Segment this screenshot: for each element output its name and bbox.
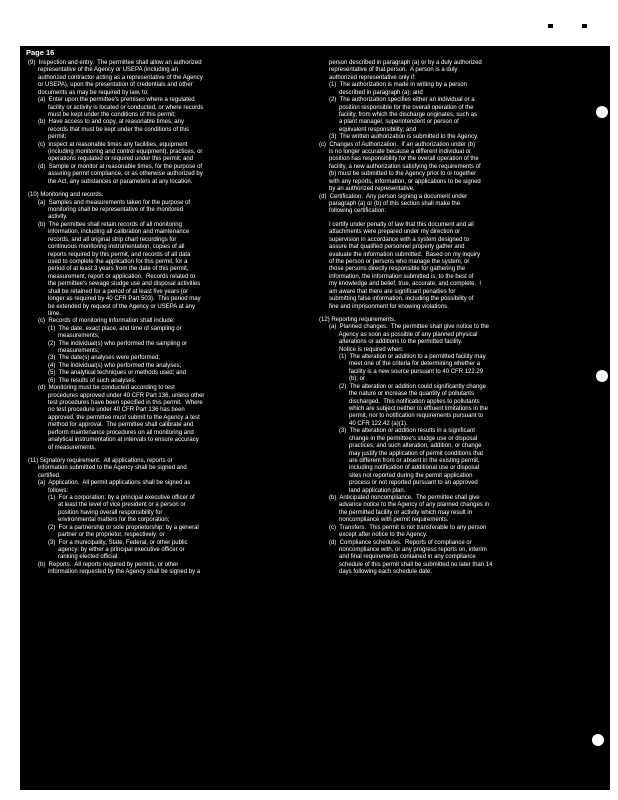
text-line: used to complete the application for this permit, for a xyxy=(28,258,188,265)
text-line: noncompliance with permit requirements. xyxy=(319,517,449,524)
text-line: (a) Planned changes. The permittee shall give notice to the xyxy=(319,324,489,331)
text-line: (9) Inspection and entry. The permittee shall allow an authorized xyxy=(28,60,202,66)
text-line: land application plan. xyxy=(319,487,406,494)
text-line: 40 CFR 122.42 (a)(1). xyxy=(319,420,408,427)
text-line: monitoring shall be representative of the monitored xyxy=(28,207,184,214)
text-line: (3) The date(s) analyses were performed; xyxy=(28,355,160,362)
text-line: certified. xyxy=(28,472,61,479)
text-line: authorized representative only if: xyxy=(319,74,416,81)
text-line: records, and all original strip chart recordings for xyxy=(28,236,177,243)
text-line: longer as required by 40 CFR Part 503). This period may xyxy=(28,296,201,303)
text-line: measurement, report or application. Records related to xyxy=(28,273,196,280)
text-line: (2) The authorization specifies either an individual or a xyxy=(319,97,475,104)
text-line: (3) The alteration or addition results in a significant xyxy=(319,428,475,435)
text-line: (4) The individual(s) who performed the analyses; xyxy=(28,362,182,369)
punch-hole-bottom xyxy=(592,734,604,746)
text-line: a plant manager, superintendent or person of xyxy=(319,119,459,126)
text-line: schedule of this permit shall be submitted no later than 14 xyxy=(319,561,493,568)
text-line: process or not reported pursuant to an approved xyxy=(319,480,478,487)
text-line: supervision in accordance with a system designed to xyxy=(319,236,470,243)
text-line: (a) Application. All permit applications shall be signed as xyxy=(28,480,191,487)
text-line: perform maintenance procedures on all monitoring and xyxy=(28,429,194,436)
text-line: continuous monitoring instrumentation, copies of all xyxy=(28,244,185,251)
text-line: are different from or absent in the existing permit, xyxy=(319,457,480,464)
text-line: (d) Certification. Any person signing a document under xyxy=(319,193,468,200)
text-line: the permittee's sewage sludge use and disposal activities xyxy=(28,281,201,288)
text-line: position responsible for the overall operation of the xyxy=(319,104,474,111)
text-line: method for approval. The permittee shall calibrate and xyxy=(28,422,194,429)
text-line: information submitted to the Agency shall be signed and xyxy=(28,465,187,472)
text-line: (d) Compliance schedules. Reports of compliance or xyxy=(319,539,472,546)
text-line: paragraph (a) or (b) of this section shall make the xyxy=(319,201,461,208)
text-line: representative of that person. A person is a duly xyxy=(319,67,458,74)
text-line: (12) Reporting requirements. xyxy=(319,316,396,323)
text-line: permit, nor to notification requirements pursuant to xyxy=(319,413,484,420)
text-line: (3) For a municipality, State, Federal, or other public xyxy=(28,539,188,546)
text-line: sites not reported during the permit application xyxy=(319,472,473,479)
text-line: days following each schedule date. xyxy=(319,569,433,576)
text-line: equivalent responsibility; and xyxy=(319,126,417,133)
text-line: (10) Monitoring and records. xyxy=(28,192,104,199)
text-line: evaluate the information submitted. Based on my inquiry xyxy=(319,251,481,258)
text-line: described in paragraph (a); and xyxy=(319,89,423,96)
text-line: facility, a new authorization satisfying the requirements of xyxy=(319,163,481,170)
text-line: my knowledge and belief, true, accurate, and complete. I xyxy=(319,281,482,288)
text-line: except after notice to the Agency. xyxy=(319,532,428,539)
text-line: information, the information submitted is, to the best of xyxy=(319,273,474,280)
text-line: or USEPA), upon the presentation of credentials and other xyxy=(28,82,193,89)
page-number: Page 16 xyxy=(26,48,55,57)
text-line: (a) Enter upon the permittee's premises where a regulated xyxy=(28,97,195,104)
text-line: time. xyxy=(28,310,62,317)
text-line: including notification of additional use or disposal xyxy=(319,465,480,472)
text-line: (b) Have access to and copy, at reasonable times, any xyxy=(28,119,184,126)
text-line: of the person or persons who manage the system, or xyxy=(319,258,470,265)
text-line: assuring permit compliance, or as otherwise authorized by xyxy=(28,171,203,178)
text-line: operations regulated or required under this permit; and xyxy=(28,156,194,163)
text-line: by an authorized representative. xyxy=(319,186,415,193)
text-line: be extended by request of the Agency or USEPA at any xyxy=(28,303,195,310)
text-line: (1) The date, exact place, and time of sampling or xyxy=(28,325,182,332)
text-line: documents as may be required by law, to: xyxy=(28,89,149,96)
text-line: noncompliance with, or any progress reports on, interim xyxy=(319,547,487,553)
text-line: partner or the proprietor, respectively; or xyxy=(28,532,165,539)
text-line: (3) The written authorization is submitted to the Agency. xyxy=(319,134,479,141)
text-line: (2) For a partnership or sole proprietorship: by a general xyxy=(28,524,199,531)
text-line: no test procedure under 40 CFR Part 136 has been xyxy=(28,407,185,414)
text-line: assure that qualified personnel properly gather and xyxy=(319,244,465,251)
text-line: shall be retained for a period of at least five years (or xyxy=(28,288,189,295)
right-column xyxy=(319,60,601,577)
text-line: period of at least 3 years from the date of this permit, xyxy=(28,266,189,273)
text-line: am aware that there are significant penalties for xyxy=(319,288,456,295)
text-line: practices, and such alteration, addition, or change xyxy=(319,443,482,450)
text-line: position having overall responsibility for xyxy=(28,509,163,516)
text-line: of measurements. xyxy=(28,444,97,451)
text-line: position has responsibility for the overall operation of the xyxy=(319,156,479,163)
text-line: alterations or additions to the permitted facility. xyxy=(319,339,463,346)
left-column xyxy=(28,60,300,577)
text-line: measurements; xyxy=(28,333,100,340)
text-line: (a) Samples and measurements taken for the purpose of xyxy=(28,199,191,206)
text-line: following certification: xyxy=(319,208,387,215)
text-line: may justify the application of permit conditions that xyxy=(319,450,484,457)
text-line: Notice is required when: xyxy=(319,346,404,353)
text-line: (1) For a corporation: by a principal executive officer of xyxy=(28,495,195,502)
punch-hole-top xyxy=(596,106,608,118)
text-line: discharged. This notification applies to pollutants xyxy=(319,398,480,405)
text-line: procedures approved under 40 CFR Part 136, unless other xyxy=(28,392,205,399)
text-line: ranking elected official. xyxy=(28,554,119,561)
text-line: change in the permittee's sludge use or disposal xyxy=(319,435,478,442)
text-line: (b) must be submitted to the Agency prior to or together xyxy=(319,171,477,178)
text-line: facility is a new source pursuant to 40 CFR 122.29 xyxy=(319,368,484,375)
corner-mark-left xyxy=(548,24,553,28)
text-line: (b) Anticipated noncompliance. The permittee shall give xyxy=(319,495,480,502)
text-line: (including monitoring and control equipment), practices, or xyxy=(28,149,203,156)
document-page xyxy=(20,46,610,790)
text-line: (5) The analytical techniques or methods used; and xyxy=(28,370,186,377)
text-line: those persons directly responsible for gathering the xyxy=(319,266,466,273)
text-line: (1) The authorization is made in writing by a person xyxy=(319,82,467,89)
text-line: the Act, any substances or parameters at any location. xyxy=(28,178,193,185)
text-line: with any reports, information, or applications to be signed xyxy=(319,178,481,185)
text-line: analytical instrumentation at intervals to ensure accuracy xyxy=(28,437,199,444)
text-line: Agency as soon as possible of any planned physical xyxy=(319,331,478,338)
text-line: submitting false information, including the possibility of xyxy=(319,296,474,303)
text-line: measurements; xyxy=(28,348,100,355)
text-line: agency: by either a principal executive officer or xyxy=(28,547,185,553)
corner-mark-right xyxy=(582,24,587,28)
text-line: (1) The alteration or addition to a permitted facility may xyxy=(319,354,486,361)
text-line: information, including all calibration and maintenance xyxy=(28,229,190,236)
text-line: must be kept under the conditions of this permit; xyxy=(28,111,176,118)
text-line: (6) The results of such analyses. xyxy=(28,377,137,384)
text-line: (c) Transfers. This permit is not transferable to any person xyxy=(319,524,487,531)
text-line: (b); or xyxy=(319,376,366,383)
text-line: activity. xyxy=(28,214,68,221)
text-line: and final requirements contained in any compliance xyxy=(319,554,476,561)
text-line: (11) Signatory requirement. All applications, reports or xyxy=(28,457,173,464)
text-line: facility or activity is located or conducted, or where records xyxy=(28,104,204,111)
text-line: information requested by the Agency shall be signed by a xyxy=(28,569,201,576)
punch-hole-middle xyxy=(596,370,608,382)
text-line: I certify under penalty of law that this document and all xyxy=(319,221,474,228)
text-line: (2) The individual(s) who performed the sampling or xyxy=(28,340,187,347)
text-line: (b) The permittee shall retain records of all monitoring xyxy=(28,221,182,228)
text-line: environmental matters for the corporation; xyxy=(28,517,170,524)
text-line: meet one of the criteria for determining whether a xyxy=(319,361,481,368)
text-line: the permitted facility or activity which may result in xyxy=(319,509,473,516)
text-line: reports required by this permit, and records of all data xyxy=(28,251,191,258)
text-line: advance notice to the Agency of any planned changes in xyxy=(319,502,490,509)
text-line: (c) Records of monitoring information shall include: xyxy=(28,318,175,325)
text-line: (d) Monitoring must be conducted according to test xyxy=(28,385,175,392)
text-line: facility, from which the discharge originates, such as xyxy=(319,111,477,118)
text-line: permit; xyxy=(28,134,67,141)
text-line: (c) Changes of Authorization. If an authorization under (b) xyxy=(319,141,476,148)
text-line: (b) Reports. All reports required by permits, or other xyxy=(28,561,179,568)
text-line: records that must be kept under the conditions of this xyxy=(28,126,190,133)
text-line: test procedures have been specified in this permit. Where xyxy=(28,399,203,406)
text-line: attachments were prepared under my direction or xyxy=(319,229,461,236)
text-line: authorized contractor acting as a representative of the Agency xyxy=(28,74,203,81)
text-line: (d) Sample or monitor at reasonable times, for the purpose of xyxy=(28,163,203,170)
text-line: (2) The alteration or addition could significantly change xyxy=(319,383,486,390)
text-line: approved, the permittee must submit to the Agency a test xyxy=(28,414,200,421)
text-line: follows: xyxy=(28,487,69,494)
text-line: representative of the Agency or USEPA (including an xyxy=(28,67,178,74)
text-line: person described in paragraph (a) or by a duly authorized xyxy=(319,60,482,66)
text-line: at least the level of vice president or a person or xyxy=(28,502,186,509)
text-line: the nature or increase the quantity of pollutants xyxy=(319,391,475,398)
text-line: which are subject neither to effluent limitations in the xyxy=(319,405,488,412)
text-line: is no longer accurate because a different individual or xyxy=(319,149,471,156)
text-line: fine and imprisonment for knowing violations. xyxy=(319,303,449,310)
text-line: (c) Inspect at reasonable times any facilities, equipment xyxy=(28,141,188,148)
